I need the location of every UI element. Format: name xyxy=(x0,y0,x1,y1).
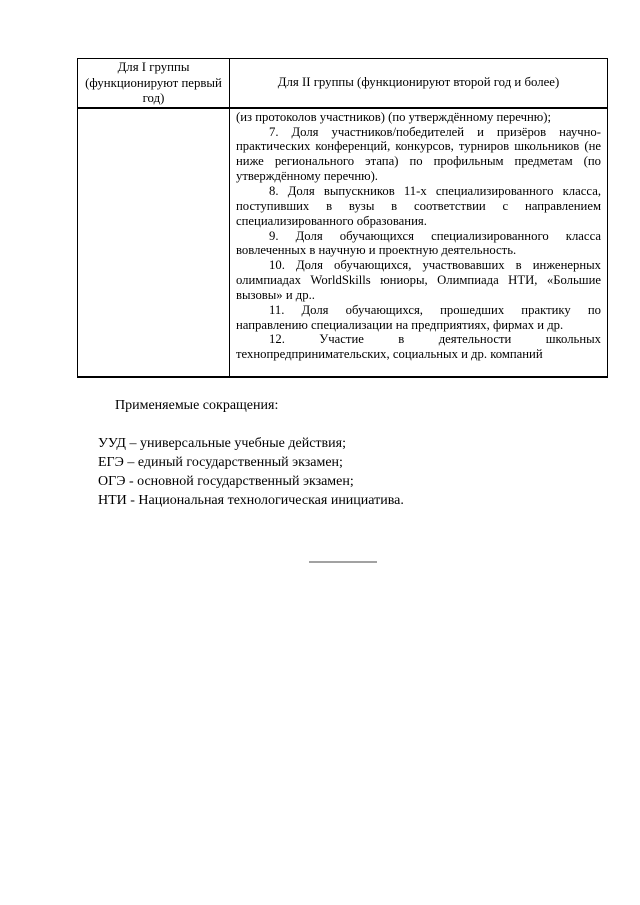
table-header-group-2: Для II группы (функционируют второй год и более) xyxy=(277,75,560,90)
list-item-10: 10. Доля обучающихся, участвовавших в инженерных олимпиадах WorldSkills юниоры, Олимпиада НТИ, «Большие вызовы» и др.. xyxy=(236,258,601,302)
abbreviations-section xyxy=(98,396,568,510)
abbreviation-nti: НТИ - Национальная технологическая инициатива. xyxy=(98,493,404,508)
criteria-table xyxy=(77,58,608,378)
abbreviation-uud: УУД – универсальные учебные действия; xyxy=(98,436,346,451)
abbreviation-oge: ОГЭ - основной государственный экзамен; xyxy=(98,474,354,489)
end-of-document-divider xyxy=(309,561,377,563)
list-item-7: 7. Доля участников/победителей и призёров научно-практических конференций, конкурсов, турниров школьников (не ниже регионального этапа) по профильным предметам (по утверждённому перечню). xyxy=(236,124,601,184)
list-item-8: 8. Доля выпускников 11-х специализированного класса, поступивших в вузы в соответствии с направлением специализированного образования. xyxy=(236,184,601,228)
continuation-text: (из протоколов участников) (по утверждённому перечню); xyxy=(236,109,551,124)
list-item-11: 11. Доля обучающихся, прошедших практику по направлению специализации на предприятиях, фирмах и др. xyxy=(236,302,601,332)
abbreviation-ege: ЕГЭ – единый государственный экзамен; xyxy=(98,455,343,470)
table-header-group-1: Для I группы (функционируют первый год) xyxy=(78,59,230,107)
table-cell-group-1-empty xyxy=(78,109,230,376)
table-body-row xyxy=(78,109,607,376)
list-item-9: 9. Доля обучающихся специализированного класса вовлеченных в научную и проектную деятельность. xyxy=(236,228,601,258)
table-header-row xyxy=(78,59,607,109)
list-item-12: 12. Участие в деятельности школьных технопредпринимательских, социальных и др. компаний xyxy=(236,332,601,362)
table-cell-group-2 xyxy=(230,109,607,376)
abbreviations-title: Применяемые сокращения: xyxy=(115,398,279,413)
